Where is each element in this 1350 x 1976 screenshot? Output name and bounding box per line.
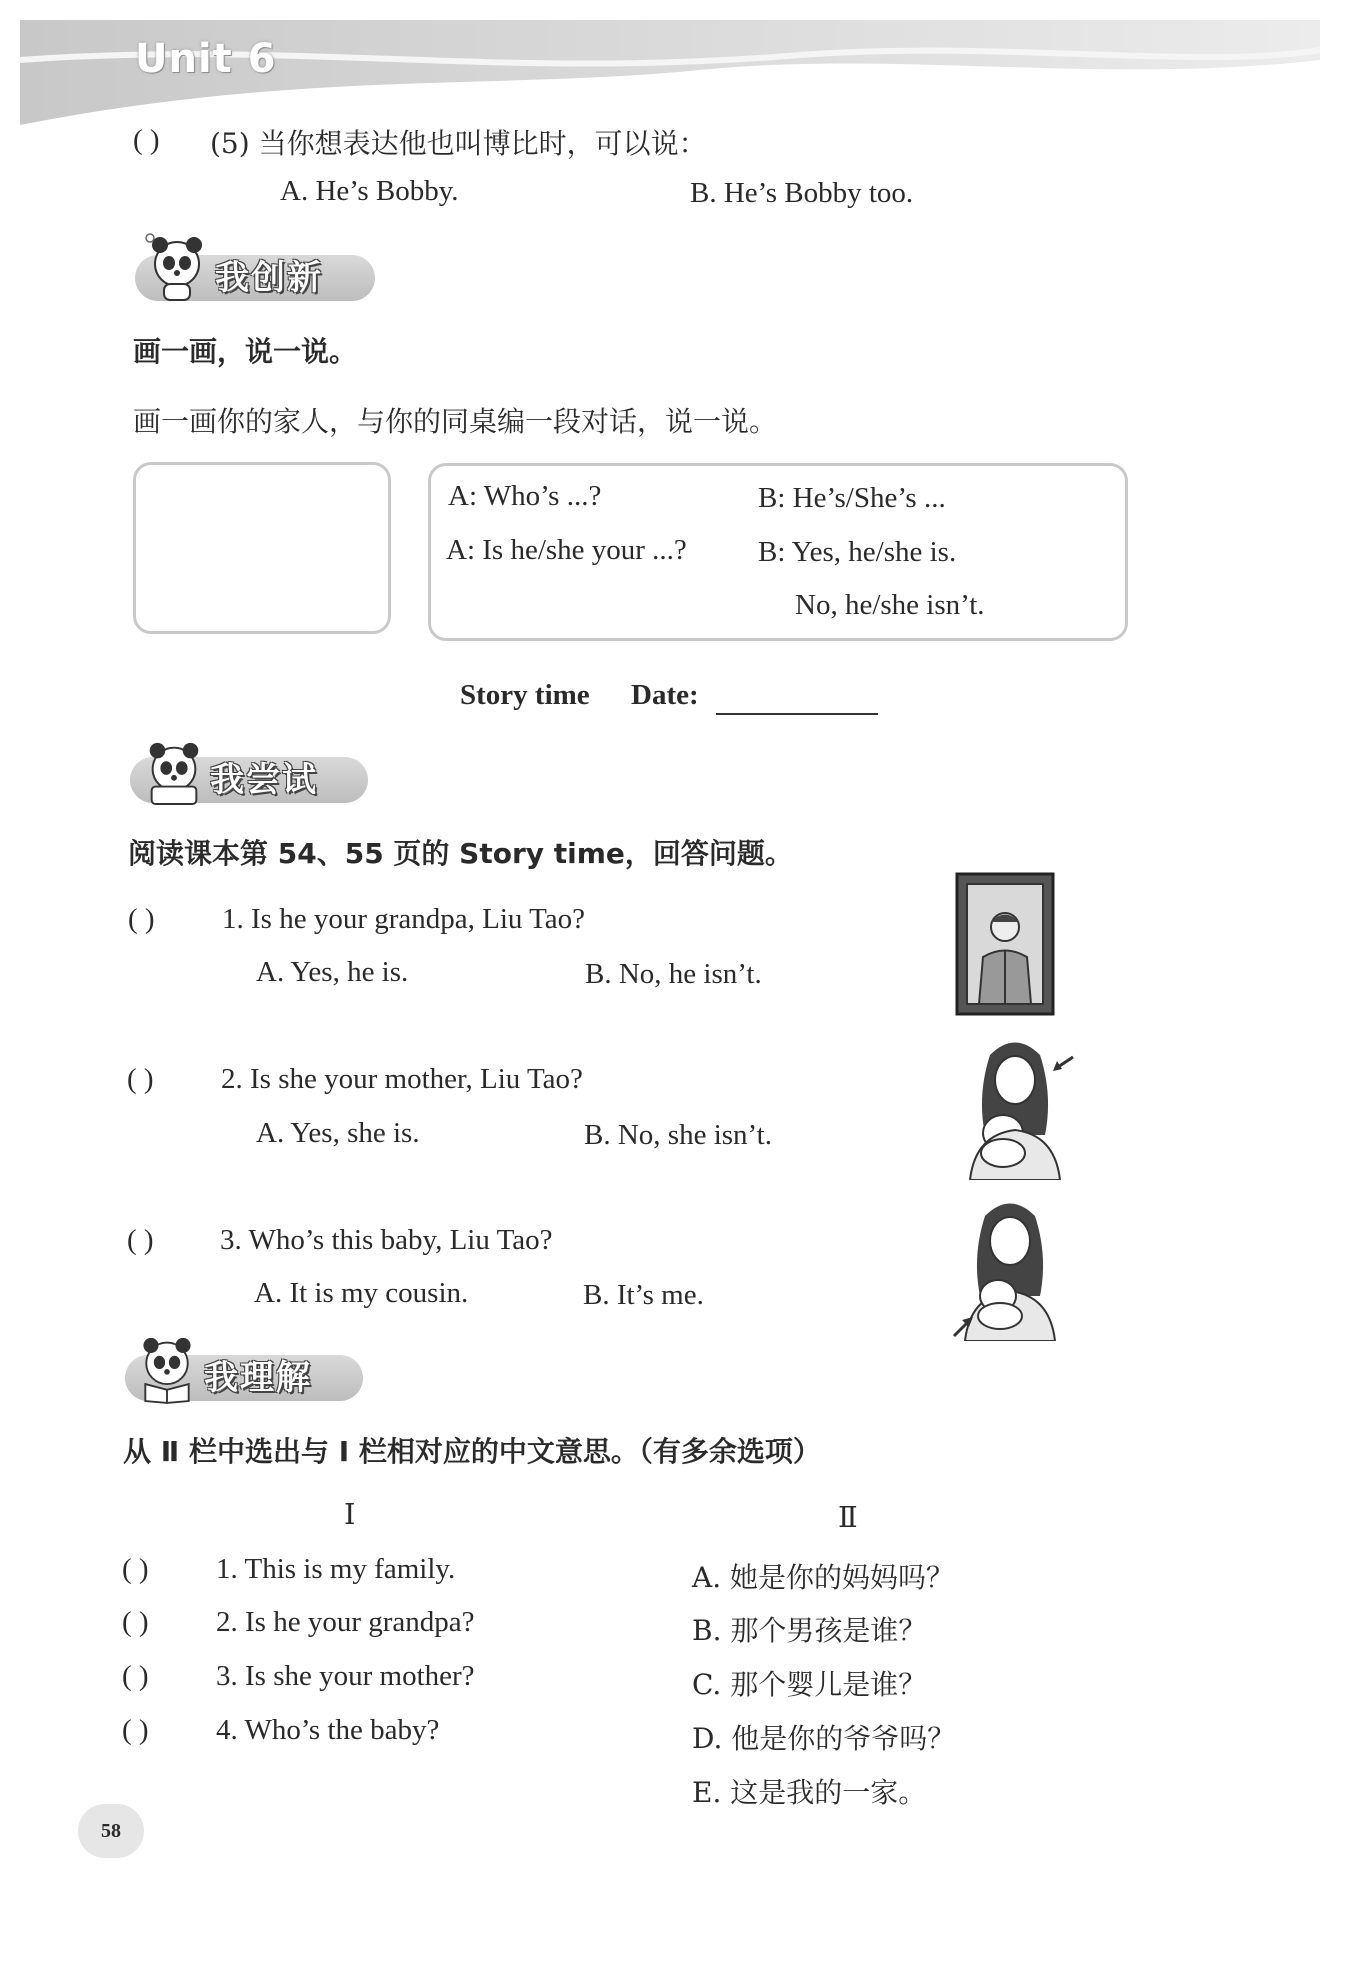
page-number: 58 [78,1804,144,1858]
section-title-try: 我尝试 [210,760,318,800]
task-match: 从 Ⅱ 栏中选出与 Ⅰ 栏相对应的中文意思。（有多余选项） [123,1435,821,1468]
answer-paren: ( ) [133,124,160,156]
unit-title: Unit 6 [135,36,277,82]
grandpa-portrait-icon [955,872,1055,1016]
answer-paren: ( ) [127,1063,154,1095]
dialogue-a1: A: Who’s ...? [448,480,602,512]
drawing-box[interactable] [133,462,391,634]
panda-icon [140,735,208,807]
instruction-text: 画一画你的家人，与你的同桌编一段对话，说一说。 [133,405,778,438]
question-3-stem: 3. Who’s this baby, Liu Tao? [220,1224,553,1256]
option-a: A. He’s Bobby. [280,175,459,207]
column-2-item: D. 他是你的爷爷吗？ [692,1722,956,1755]
column-1-item: 2. Is he your grandpa? [216,1606,475,1638]
column-1-item: 1. This is my family. [216,1553,456,1585]
column-2-item: C. 那个婴儿是谁？ [692,1668,927,1701]
dialogue-b2: B: Yes, he/she is. [758,536,957,568]
story-time-title: Story time [460,679,590,711]
section-title-create: 我创新 [215,258,323,298]
option-a: A. Yes, he is. [256,956,409,988]
mother-baby-arrow-icon [950,1196,1060,1341]
column-1-header: Ⅰ [344,1499,356,1531]
answer-paren: ( ) [128,903,155,935]
date-blank[interactable] [716,713,878,715]
date-label: Date: [631,679,699,711]
dialogue-b1: B: He’s/She’s ... [758,482,946,514]
panda-icon [142,230,212,302]
column-2-item: A. 她是你的妈妈吗？ [692,1561,955,1594]
question-1-stem: 1. Is he your grandpa, Liu Tao? [222,903,586,935]
dialogue-b3: No, he/she isn’t. [795,589,985,621]
answer-paren: ( ) [122,1606,149,1638]
panda-icon [134,1333,200,1405]
answer-paren: ( ) [122,1714,149,1746]
task-draw-say: 画一画，说一说。 [133,335,358,368]
answer-paren: ( ) [127,1224,154,1256]
dialogue-a2: A: Is he/she your ...? [446,534,687,566]
option-b: B. It’s me. [583,1279,704,1311]
option-b: B. No, he isn’t. [585,958,762,990]
column-1-item: 3. Is she your mother? [216,1660,475,1692]
column-2-item: B. 那个男孩是谁？ [692,1614,927,1647]
answer-paren: ( ) [122,1660,149,1692]
mother-baby-icon [965,1035,1080,1180]
option-a: A. Yes, she is. [256,1117,420,1149]
question-2-stem: 2. Is she your mother, Liu Tao? [221,1063,583,1095]
question-5-stem: (5) 当你想表达他也叫博比时，可以说： [210,127,707,160]
column-2-item: E. 这是我的一家。 [692,1776,927,1809]
column-2-header: Ⅱ [838,1502,858,1534]
task-read-answer: 阅读课本第 54、55 页的 Story time，回答问题。 [128,837,793,870]
section-title-understand: 我理解 [204,1358,312,1398]
column-1-item: 4. Who’s the baby? [216,1714,440,1746]
answer-paren: ( ) [122,1553,149,1585]
option-a: A. It is my cousin. [254,1277,469,1309]
option-b: B. He’s Bobby too. [690,177,914,209]
option-b: B. No, she isn’t. [584,1119,772,1151]
